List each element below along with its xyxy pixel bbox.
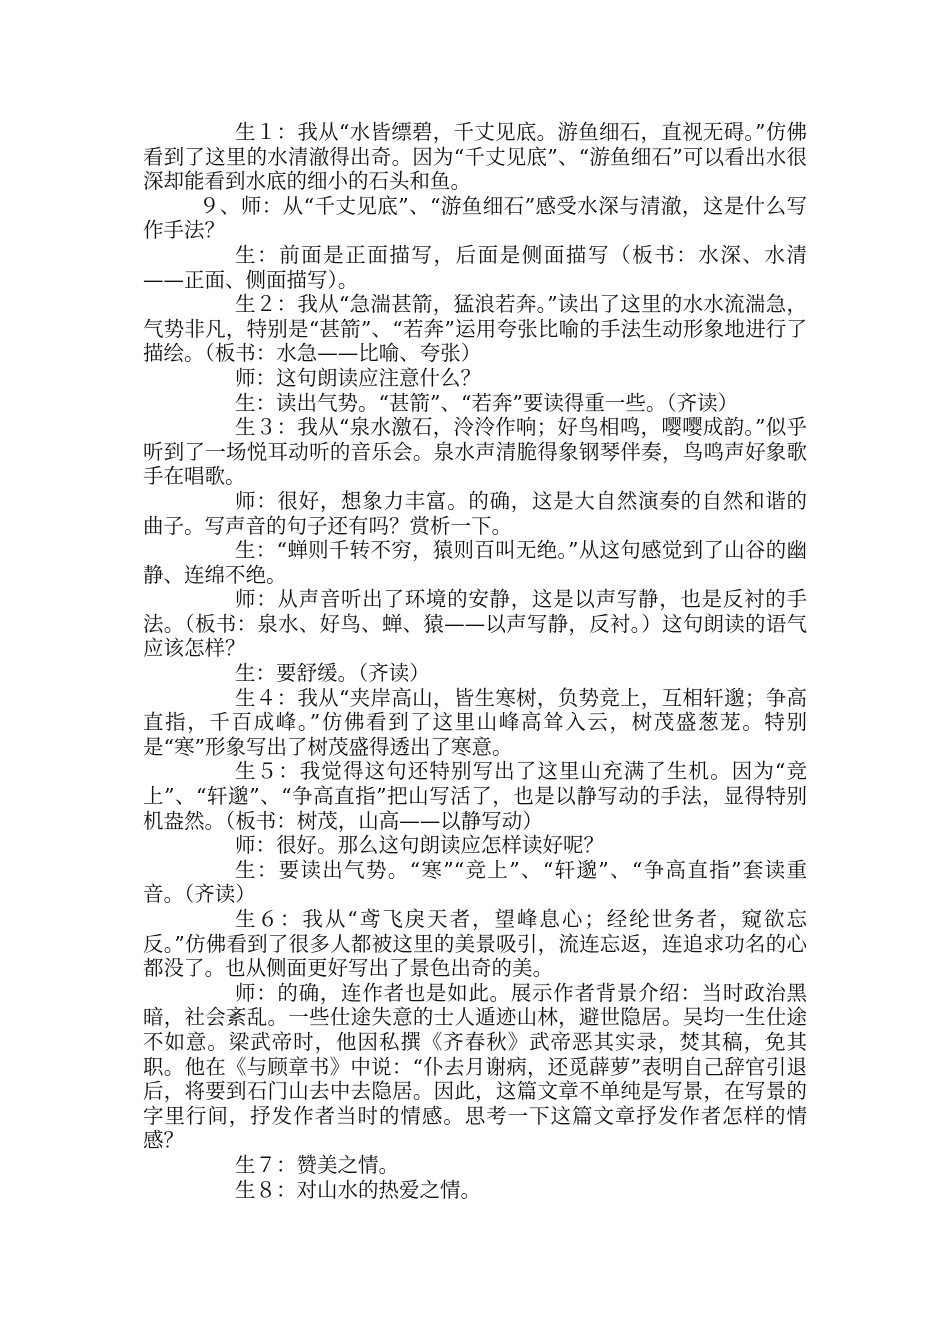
paragraph-student-8: 生８：对山水的热爱之情。 <box>235 1177 481 1202</box>
paragraph-student-1: 生１：我从“水皆缥碧，千丈见底。游鱼细石，直视无碍。”仿佛看到了这里的水清澈得出奇。因为“千丈见底”、“游鱼细石”可以看出水很深却能看到水底的细小的石头和鱼。 <box>143 120 807 194</box>
paragraph-teacher-how-to-read: 师：很好。那么这句朗读应怎样读好呢？ <box>235 833 604 858</box>
paragraph-teacher-reading-question: 师：这句朗读应注意什么？ <box>235 365 481 390</box>
paragraph-teacher-background: 师：的确，连作者也是如此。展示作者背景介绍：当时政治黑暗，社会紊乱。一些仕途失意的士人遁迹山林，避世隐居。吴均一生仕途不如意。梁武帝时，他因私撰《齐春秋》武帝恶其实录，焚其稿，免其职。他在《与顾章书》中说：“仆去月谢病，还觅薜萝”表明自己辞官引退后，将要到石门山去中去隐居。因此，这篇文章不单纯是写景，在写景的字里行间，抒发作者当时的情感。思考一下这篇文章抒发作者怎样的情感？ <box>143 980 807 1153</box>
paragraph-question-9: ９、师：从“千丈见底”、“游鱼细石”感受水深与清澈，这是什么写作手法？ <box>143 193 807 243</box>
paragraph-student-reading-answer: 生：读出气势。“甚箭”、“若奔”要读得重一些。（齐读） <box>235 390 739 415</box>
paragraph-student-soothing: 生：要舒缓。（齐读） <box>235 661 430 686</box>
paragraph-student-3: 生３：我从“泉水激石，泠泠作响；好鸟相鸣，嘤嘤成韵。”似乎听到了一场悦耳动听的音乐会。泉水声清脆得象钢琴伴奏，鸟鸣声好象歌手在唱歌。 <box>143 415 807 489</box>
paragraph-teacher-praise: 师：很好，想象力丰富。的确，这是大自然演奏的自然和谐的曲子。写声音的句子还有吗？赏析一下。 <box>143 488 807 538</box>
paragraph-teacher-sound: 师：从声音听出了环境的安静，这是以声写静，也是反衬的手法。（板书：泉水、好鸟、蝉、猿——以声写静，反衬。）这句朗读的语气应该怎样？ <box>143 587 807 661</box>
paragraph-student-4: 生４：我从“夹岸高山，皆生寒树，负势竞上，互相轩邈；争高直指，千百成峰。”仿佛看到了这里山峰高耸入云，树茂盛葱茏。特别是“寒”形象写出了树茂盛得透出了寒意。 <box>143 685 807 759</box>
paragraph-student-6: 生６：我从“鸢飞戾天者，望峰息心；经纶世务者，窥欲忘反。”仿佛看到了很多人都被这里的美景吸引，流连忘返，连追求功名的心都没了。也从侧面更好写出了景色出奇的美。 <box>143 907 807 981</box>
paragraph-student-2: 生２：我从“急湍甚箭，猛浪若奔。”读出了这里的水水流湍急，气势非凡，特别是“甚箭”、“若奔”运用夸张比喻的手法生动形象地进行了描绘。（板书：水急——比喻、夸张） <box>143 292 807 366</box>
paragraph-student-7: 生７：赞美之情。 <box>235 1152 399 1177</box>
paragraph-student-cicada: 生：“蝉则千转不穷，猿则百叫无绝。”从这句感觉到了山谷的幽静、连绵不绝。 <box>143 538 807 587</box>
lesson-transcript <box>143 120 807 1202</box>
paragraph-student-momentum: 生：要读出气势。“寒”“竞上”、“轩邈”、“争高直指”套读重音。（齐读） <box>143 857 807 907</box>
paragraph-student-5: 生５：我觉得这句还特别写出了这里山充满了生机。因为“竞上”、“轩邈”、“争高直指”把山写活了，也是以静写动的手法，显得特别机盎然。（板书：树茂，山高——以静写动） <box>143 759 807 833</box>
paragraph-student-answer-description: 生：前面是正面描写，后面是侧面描写（板书：水深、水清——正面、侧面描写）。 <box>143 242 807 292</box>
